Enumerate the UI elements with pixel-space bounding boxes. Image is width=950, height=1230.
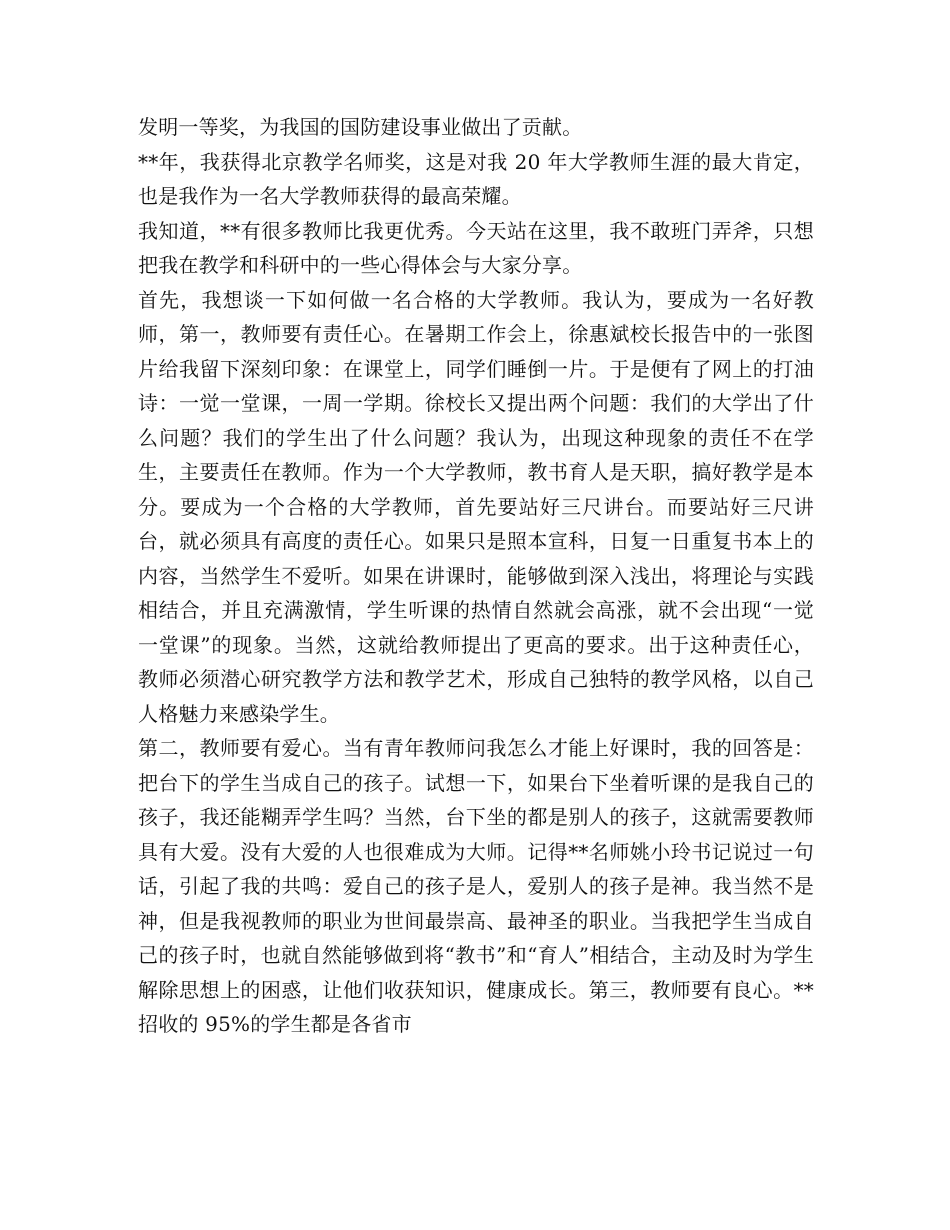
document-body xyxy=(138,110,814,1042)
paragraph-4: 首先，我想谈一下如何做一名合格的大学教师。我认为，要成为一名好教师，第一，教师要有责任心。在暑期工作会上，徐惠斌校长报告中的一张图片给我留下深刻印象：在课堂上，同学们睡倒一片。于是便有了网上的打油诗：一觉一堂课，一周一学期。徐校长又提出两个问题：我们的大学出了什么问题？我们的学生出了什么问题？我认为，出现这种现象的责任不在学生，主要责任在教师。作为一个大学教师，教书育人是天职，搞好教学是本分。要成为一个合格的大学教师，首先要站好三尺讲台。而要站好三尺讲台，就必须具有高度的责任心。如果只是照本宣科，日复一日重复书本上的内容，当然学生不爱听。如果在讲课时，能够做到深入浅出，将理论与实践相结合，并且充满激情，学生听课的热情自然就会高涨，就不会出现“一觉一堂课”的现象。当然，这就给教师提出了更高的要求。出于这种责任心，教师必须潜心研究教学方法和教学艺术，形成自己独特的教学风格，以自己人格魅力来感染学生。 xyxy=(138,287,814,726)
paragraph-2: **年，我获得北京教学名师奖，这是对我 20 年大学教师生涯的最大肯定，也是我作为一名大学教师获得的最高荣耀。 xyxy=(138,149,814,208)
paragraph-3: 我知道，**有很多教师比我更优秀。今天站在这里，我不敢班门弄斧，只想把我在教学和科研中的一些心得体会与大家分享。 xyxy=(138,218,814,277)
paragraph-1: 发明一等奖，为我国的国防建设事业做出了贡献。 xyxy=(138,115,583,139)
paragraph-5: 第二，教师要有爱心。当有青年教师问我怎么才能上好课时，我的回答是：把台下的学生当成自己的孩子。试想一下，如果台下坐着听课的是我自己的孩子，我还能糊弄学生吗？当然，台下坐的都是别人的孩子，这就需要教师具有大爱。没有大爱的人也很难成为大师。记得**名师姚小玲书记说过一句话，引起了我的共鸣：爱自己的孩子是人，爱别人的孩子是神。我当然不是神，但是我视教师的职业为世间最崇高、最神圣的职业。当我把学生当成自己的孩子时，也就自然能够做到将“教书”和“育人”相结合，主动及时为学生解除思想上的困惑，让他们收获知识，健康成长。第三，教师要有良心。**招收的 95%的学生都是各省市 xyxy=(138,736,814,1036)
